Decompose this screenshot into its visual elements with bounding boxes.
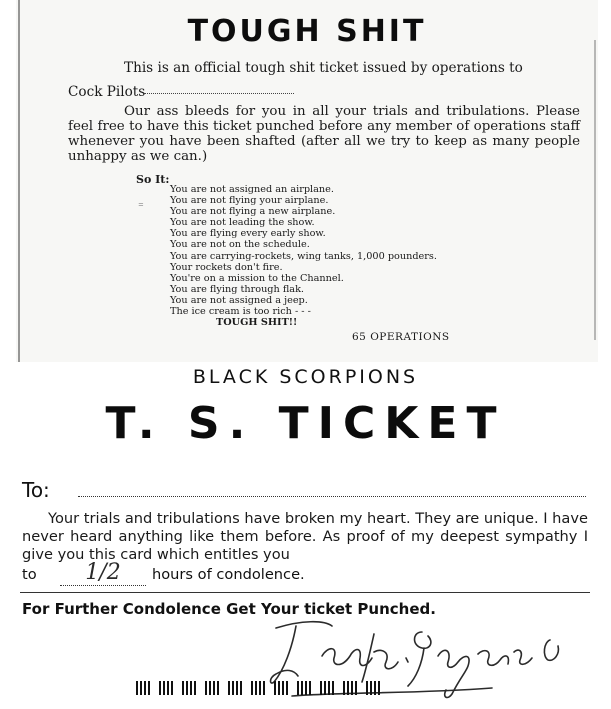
- ticket-title: TOUGH SHIT: [187, 14, 427, 49]
- punch-square[interactable]: [297, 681, 311, 695]
- punch-square[interactable]: [159, 681, 173, 695]
- grievance-list: [170, 184, 437, 328]
- list-item: You are carrying-rockets, wing tanks, 1,000 pounders.: [170, 250, 437, 262]
- punch-square[interactable]: [274, 681, 288, 695]
- list-item: You are flying every early show.: [170, 228, 326, 240]
- margin-mark: ⁼: [138, 200, 144, 213]
- list-item: You are not leading the show.: [170, 217, 315, 229]
- punch-square[interactable]: [228, 681, 242, 695]
- divider: [20, 592, 590, 593]
- punch-square[interactable]: [343, 681, 357, 695]
- list-item: The ice cream is too rich - - -: [170, 306, 311, 318]
- further-condolence: For Further Condolence Get Your ticket Punched.: [22, 600, 436, 618]
- list-item: You are not assigned a jeep.: [170, 294, 308, 306]
- to-dotted-line: [78, 496, 586, 497]
- recipient-dotted-line: [144, 93, 294, 94]
- punch-square[interactable]: [182, 681, 196, 695]
- ticket-signoff: 65 OPERATIONS: [352, 331, 450, 343]
- punch-square[interactable]: [205, 681, 219, 695]
- ticket-body: Our ass bleeds for you in all your trials and tribulations. Please feel free to have this ticket punched before any member of operations staff whenever you have been shafted (after all we try to keep as many people unhappy as we can.): [68, 104, 580, 164]
- list-item: You're on a mission to the Channel.: [170, 272, 344, 284]
- punch-square[interactable]: [366, 681, 380, 695]
- to-word: to: [22, 566, 37, 583]
- list-item: You are not assigned an airplane.: [170, 184, 334, 195]
- so-it-label: So It:: [136, 173, 170, 186]
- right-border: [594, 40, 596, 340]
- card-title: T. S. TICKET: [105, 398, 506, 449]
- list-item: You are not flying your airplane.: [170, 195, 329, 207]
- punch-holes: [136, 681, 380, 695]
- ticket-recipient: Cock Pilots: [68, 84, 146, 100]
- list-item: Your rockets don't fire.: [170, 261, 283, 273]
- list-item: You are not flying a new airplane.: [170, 206, 336, 218]
- to-label: To:: [22, 478, 50, 502]
- punch-square[interactable]: [320, 681, 334, 695]
- list-item: You are not on the schedule.: [170, 239, 310, 251]
- left-border: [18, 0, 20, 362]
- ticket-intro: This is an official tough shit ticket issued by operations to: [124, 60, 523, 76]
- hours-handwritten-value: 1/2: [60, 560, 146, 586]
- list-item: You are flying through flak.: [170, 283, 305, 295]
- punch-square[interactable]: [251, 681, 265, 695]
- list-closing: TOUGH SHIT!!: [216, 317, 298, 329]
- squadron-header: BLACK SCORPIONS: [192, 366, 419, 388]
- punch-square[interactable]: [136, 681, 150, 695]
- hours-suffix: hours of condolence.: [152, 566, 305, 583]
- tough-shit-ticket: [16, 0, 598, 362]
- card-body: Your trials and tribulations have broken my heart. They are unique. I have never heard anything like them before. As proof of my deepest sympathy I give you this card which entitles you: [22, 510, 588, 563]
